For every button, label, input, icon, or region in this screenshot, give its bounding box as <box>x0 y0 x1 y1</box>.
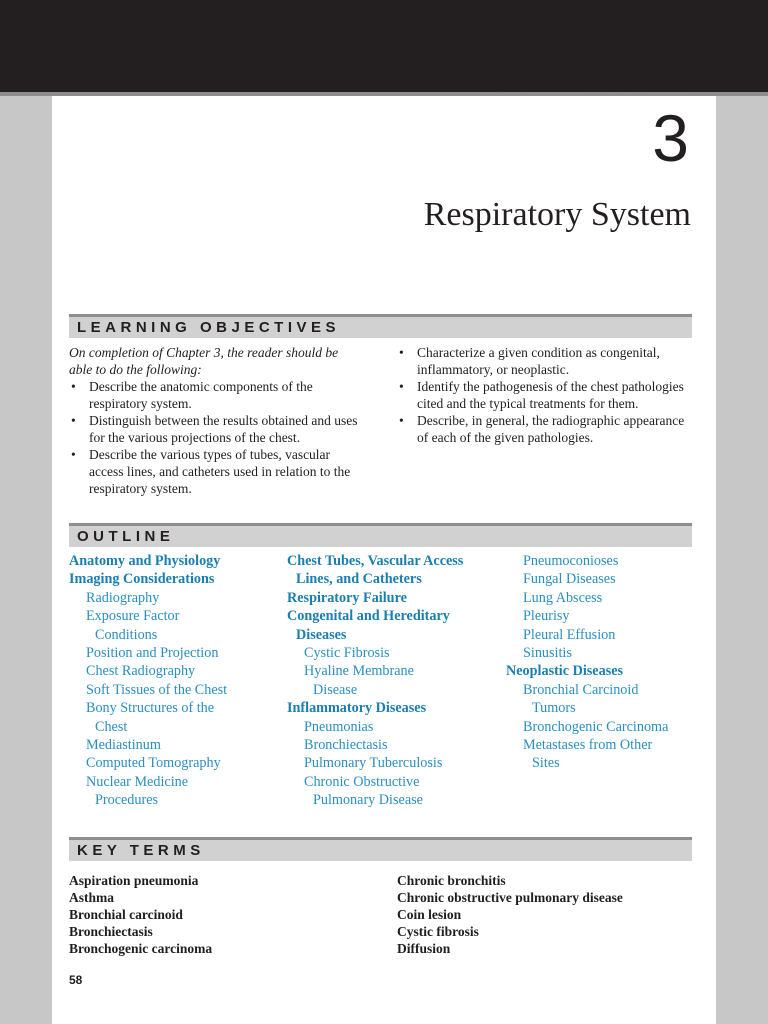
outline-link-bony-structures[interactable]: Bony Structures of the <box>86 700 215 717</box>
objective-item: • Characterize a given condition as congenital, inflammatory, or neoplastic. <box>397 344 689 378</box>
outline-link-bronchogenic-carcinoma[interactable]: Bronchogenic Carcinoma <box>523 718 669 735</box>
outline-link-copd[interactable]: Chronic Obstructive <box>304 773 420 790</box>
outline-link-fungal-diseases[interactable]: Fungal Diseases <box>523 571 616 588</box>
outline-link-chest-radiography[interactable]: Chest Radiography <box>86 663 196 680</box>
chapter-number: 3 <box>652 101 689 175</box>
key-term: Cystic fibrosis <box>397 924 479 939</box>
outline-link-radiography[interactable]: Radiography <box>86 589 160 606</box>
objective-item: • Distinguish between the results obtained and uses for the various projections of the chest. <box>69 412 359 446</box>
outline-link-chest-tubes[interactable]: Chest Tubes, Vascular Access <box>287 553 464 569</box>
outline-link-nuclear-medicine[interactable]: Nuclear Medicine <box>86 773 189 790</box>
objectives-intro: On completion of Chapter 3, the reader should be able to do the following: <box>69 345 339 377</box>
outline-link-lung-abscess[interactable]: Lung Abscess <box>523 589 603 606</box>
outline-link-metastases[interactable]: Metastases from Other <box>523 737 653 754</box>
objective-item: • Identify the pathogenesis of the chest pathologies cited and the typical treatments for them. <box>397 378 689 412</box>
key-term: Diffusion <box>397 941 451 956</box>
outline-link-pulmonary-tuberculosis[interactable]: Pulmonary Tuberculosis <box>304 755 443 772</box>
outline-link-chest-tubes-cont[interactable]: Lines, and Catheters <box>296 571 422 588</box>
outline-link-bronchial-carcinoid-cont[interactable]: Tumors <box>532 700 576 717</box>
outline-link-inflammatory-diseases[interactable]: Inflammatory Diseases <box>287 700 427 717</box>
outline-link-pneumonias[interactable]: Pneumonias <box>304 718 374 735</box>
outline-link-pleurisy[interactable]: Pleurisy <box>523 608 570 625</box>
key-term: Chronic obstructive pulmonary disease <box>397 890 623 905</box>
objective-item: • Describe the various types of tubes, vascular access lines, and catheters used in relation to the respiratory system. <box>69 446 359 497</box>
outline-link-copd-cont[interactable]: Pulmonary Disease <box>313 792 423 809</box>
key-term: Chronic bronchitis <box>397 873 506 888</box>
outline-column-2 <box>287 552 497 810</box>
outline-link-respiratory-failure[interactable]: Respiratory Failure <box>287 589 407 606</box>
key-terms-right-column <box>397 872 692 957</box>
outline-heading: OUTLINE <box>77 528 175 545</box>
outline-link-hyaline-membrane-cont[interactable]: Disease <box>313 681 358 698</box>
outline-link-congenital-hereditary-cont[interactable]: Diseases <box>296 626 347 643</box>
objective-item: • Describe, in general, the radiographic appearance of each of the given pathologies. <box>397 412 689 446</box>
outline-link-exposure-factor-conditions[interactable]: Exposure Factor <box>86 608 180 625</box>
learning-objectives-heading: LEARNING OBJECTIVES <box>77 319 341 336</box>
objectives-left-column <box>69 344 359 497</box>
outline-link-soft-tissues[interactable]: Soft Tissues of the Chest <box>86 681 228 698</box>
outline-link-bronchial-carcinoid[interactable]: Bronchial Carcinoid <box>523 681 639 698</box>
outline-link-anatomy-and-physiology[interactable]: Anatomy and Physiology <box>69 553 221 569</box>
objectives-right-column <box>397 344 689 446</box>
chapter-label: CHAPTER <box>477 61 691 98</box>
outline-column-1 <box>69 552 279 810</box>
key-term: Bronchogenic carcinoma <box>69 941 213 956</box>
outline-link-pneumoconioses[interactable]: Pneumoconioses <box>523 553 619 569</box>
key-terms-left-column <box>69 872 369 957</box>
learning-objectives-bar <box>69 314 692 338</box>
outline-link-nuclear-medicine-cont[interactable]: Procedures <box>95 792 159 809</box>
outline-link-sinusitis[interactable]: Sinusitis <box>523 645 572 662</box>
page-number: 58 <box>69 973 83 987</box>
outline-link-bronchiectasis[interactable]: Bronchiectasis <box>304 737 388 754</box>
outline-bar <box>69 523 692 547</box>
chapter-title: Respiratory System <box>423 196 691 233</box>
outline-link-exposure-factor-conditions-cont[interactable]: Conditions <box>95 626 158 643</box>
key-term: Coin lesion <box>397 907 462 922</box>
outline-link-hyaline-membrane[interactable]: Hyaline Membrane <box>304 663 414 680</box>
outline-link-pleural-effusion[interactable]: Pleural Effusion <box>523 626 616 643</box>
outline-link-metastases-cont[interactable]: Sites <box>532 755 560 772</box>
key-term: Aspiration pneumonia <box>69 873 199 888</box>
objective-item: • Describe the anatomic components of the respiratory system. <box>69 378 359 412</box>
outline-column-3 <box>506 552 692 773</box>
outline-link-computed-tomography[interactable]: Computed Tomography <box>86 755 221 772</box>
outline-link-bony-structures-cont[interactable]: Chest <box>95 718 128 735</box>
outline-link-congenital-hereditary[interactable]: Congenital and Hereditary <box>287 608 450 625</box>
outline-link-neoplastic-diseases[interactable]: Neoplastic Diseases <box>506 663 624 680</box>
key-term: Bronchiectasis <box>69 924 153 939</box>
key-terms-heading: KEY TERMS <box>77 842 205 859</box>
key-term: Bronchial carcinoid <box>69 907 183 922</box>
outline-link-position-and-projection[interactable]: Position and Projection <box>86 645 219 662</box>
outline-link-imaging-considerations[interactable]: Imaging Considerations <box>69 571 215 588</box>
key-term: Asthma <box>69 890 115 905</box>
outline-link-cystic-fibrosis[interactable]: Cystic Fibrosis <box>304 645 390 662</box>
outline-link-mediastinum[interactable]: Mediastinum <box>86 737 161 754</box>
key-terms-bar <box>69 837 692 861</box>
page <box>52 0 716 1024</box>
